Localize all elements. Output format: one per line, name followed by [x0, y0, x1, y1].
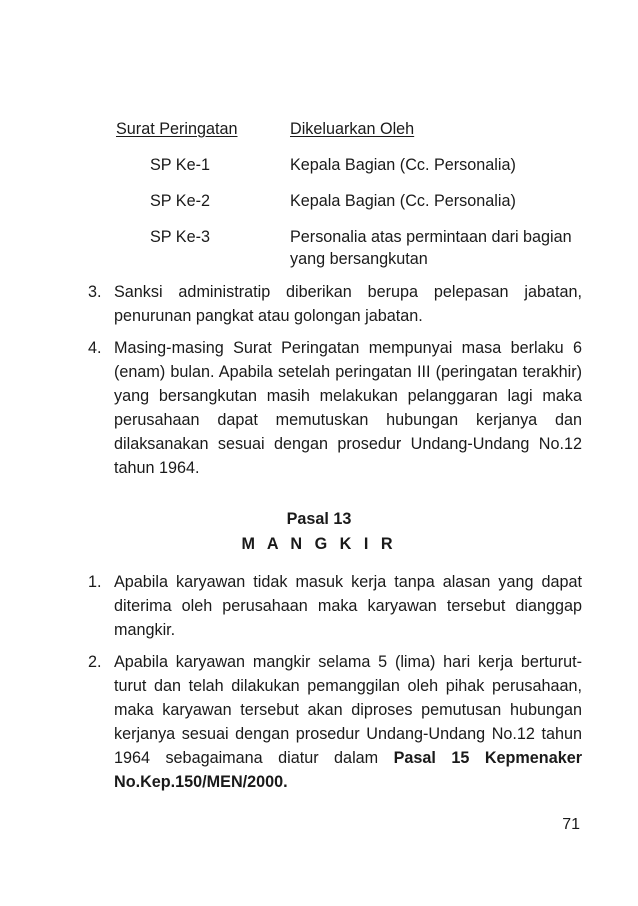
page-number: 71	[562, 816, 580, 833]
sp-label: SP Ke-2	[150, 192, 210, 210]
sp-label: SP Ke-1	[150, 156, 210, 174]
item-text: Apabila karyawan tidak masuk kerja tanpa alasan yang dapat diterima oleh perusahaan maka karyawan tersebut dianggap mangkir.	[114, 573, 582, 639]
item-number: 1.	[88, 573, 102, 591]
sp-table	[116, 118, 586, 274]
header-dikeluarkan-oleh: Dikeluarkan Oleh	[290, 120, 415, 138]
item-number: 3.	[88, 283, 102, 301]
item-text: Masing-masing Surat Peringatan mempunyai masa berlaku 6 (enam) bulan. Apabila setelah peringatan III (peringatan terakhir) yang bersangkutan masih melakukan pelanggaran lagi maka perusahaan dapat memutuskan hubungan kerjanya dan dilaksanakan sesuai dengan prosedur Undang-Undang No.12 tahun 1964.	[114, 339, 582, 477]
item-number: 4.	[88, 339, 102, 357]
item-text-body: Apabila karyawan mangkir selama 5 (lima) hari kerja berturut-turut dan telah dilakukan pemanggilan oleh pihak perusahaan, maka karyawan tersebut akan diproses pemutusan hubungan kerjanya sesuai dengan prosedur Undang-Undang No.12 tahun 1964 sebagaimana diatur dalam	[114, 653, 582, 767]
sp-issuer: Kepala Bagian (Cc. Personalia)	[290, 192, 516, 210]
header-surat-peringatan: Surat Peringatan	[116, 120, 238, 138]
regulation-reference: Pasal 15 Kepmenaker No.Kep.150/MEN/2000.	[114, 749, 582, 791]
item-text	[114, 650, 582, 794]
section-title: M A N G K I R	[241, 535, 397, 553]
sp-table-header	[116, 118, 586, 154]
item-text: Sanksi administratip diberikan berupa pelepasan jabatan, penurunan pangkat atau golongan jabatan.	[114, 283, 582, 325]
sp-row	[116, 154, 586, 190]
sp-issuer: Kepala Bagian (Cc. Personalia)	[290, 156, 516, 174]
sp-row	[116, 226, 586, 274]
item-number: 2.	[88, 653, 102, 671]
sp-row	[116, 190, 586, 226]
sp-issuer: Personalia atas permintaan dari bagian yang bersangkutan	[290, 228, 572, 268]
pasal-number: Pasal 13	[286, 510, 352, 528]
sp-label: SP Ke-3	[150, 228, 210, 246]
